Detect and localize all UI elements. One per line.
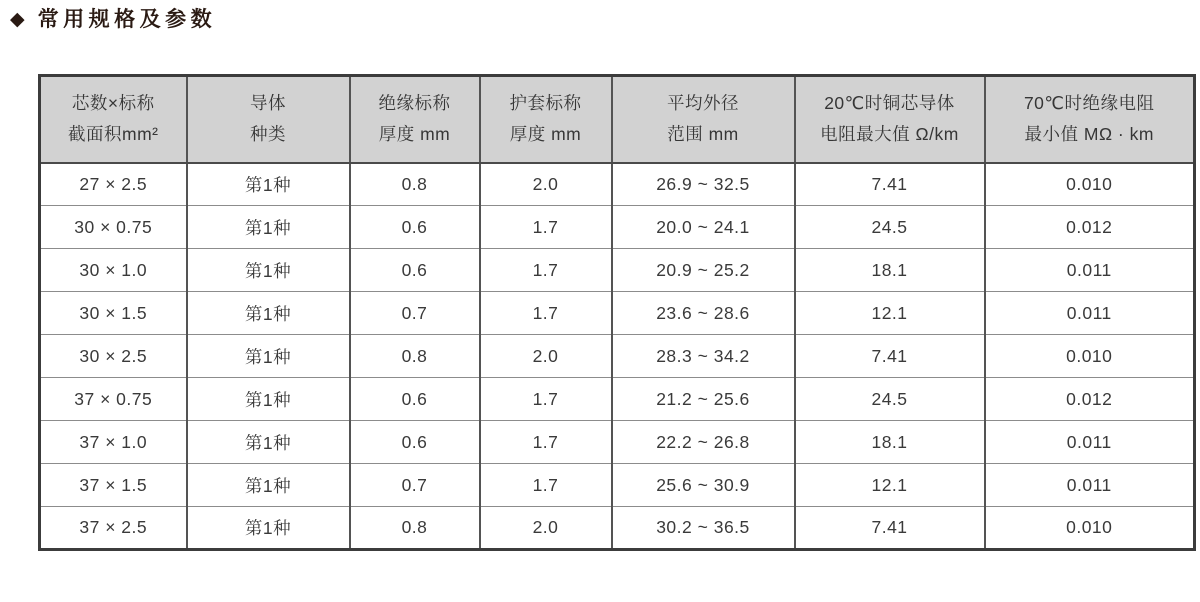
table-cell-r6-c6: 24.5 (795, 378, 985, 421)
table-cell-r8-c6: 12.1 (795, 464, 985, 507)
table-cell-r6-c3: 0.6 (350, 378, 480, 421)
column-header-4 (480, 76, 612, 163)
table-cell-r9-c1: 37 × 2.5 (40, 507, 187, 550)
table-cell-r5-c2: 第1种 (187, 335, 350, 378)
table-cell-r6-c1: 37 × 0.75 (40, 378, 187, 421)
table-cell-r2-c2: 第1种 (187, 206, 350, 249)
column-header-3-line1: 绝缘标称 (378, 93, 451, 114)
column-header-3-line2: 厚度 mm (378, 124, 451, 145)
table-cell-r9-c3: 0.8 (350, 507, 480, 550)
table-cell-r5-c3: 0.8 (350, 335, 480, 378)
table-cell-r7-c1: 37 × 1.0 (40, 421, 187, 464)
table-cell-r8-c4: 1.7 (480, 464, 612, 507)
table-cell-r1-c5: 26.9 ~ 32.5 (612, 163, 795, 206)
table-cell-r4-c2: 第1种 (187, 292, 350, 335)
table-cell-r5-c1: 30 × 2.5 (40, 335, 187, 378)
table-row (40, 249, 1195, 292)
column-header-7-line1: 70℃时绝缘电阻 (1023, 93, 1155, 114)
table-cell-r2-c5: 20.0 ~ 24.1 (612, 206, 795, 249)
table-cell-r5-c4: 2.0 (480, 335, 612, 378)
table-cell-r9-c7: 0.010 (985, 507, 1195, 550)
table-cell-r9-c2: 第1种 (187, 507, 350, 550)
table-cell-r4-c5: 23.6 ~ 28.6 (612, 292, 795, 335)
table-cell-r3-c1: 30 × 1.0 (40, 249, 187, 292)
column-header-1-line2: 截面积mm² (68, 124, 159, 145)
page-title: 常用规格及参数 (37, 8, 217, 31)
table-row (40, 206, 1195, 249)
table-cell-r2-c3: 0.6 (350, 206, 480, 249)
table-row (40, 421, 1195, 464)
spec-table-body (40, 163, 1195, 550)
table-cell-r2-c1: 30 × 0.75 (40, 206, 187, 249)
table-cell-r4-c6: 12.1 (795, 292, 985, 335)
table-cell-r7-c5: 22.2 ~ 26.8 (612, 421, 795, 464)
table-cell-r1-c7: 0.010 (985, 163, 1195, 206)
column-header-6 (795, 76, 985, 163)
table-row (40, 464, 1195, 507)
table-cell-r3-c2: 第1种 (187, 249, 350, 292)
table-cell-r5-c5: 28.3 ~ 34.2 (612, 335, 795, 378)
diamond-bullet-icon: ◆ (10, 9, 25, 30)
table-cell-r6-c2: 第1种 (187, 378, 350, 421)
section-title (10, 7, 216, 33)
table-cell-r7-c7: 0.011 (985, 421, 1195, 464)
column-header-4-line1: 护套标称 (509, 93, 582, 114)
table-cell-r8-c1: 37 × 1.5 (40, 464, 187, 507)
table-cell-r8-c2: 第1种 (187, 464, 350, 507)
table-cell-r3-c6: 18.1 (795, 249, 985, 292)
header-row (40, 76, 1195, 163)
table-cell-r4-c3: 0.7 (350, 292, 480, 335)
table-cell-r8-c3: 0.7 (350, 464, 480, 507)
table-cell-r1-c6: 7.41 (795, 163, 985, 206)
table-cell-r4-c4: 1.7 (480, 292, 612, 335)
table-row (40, 335, 1195, 378)
table-cell-r7-c2: 第1种 (187, 421, 350, 464)
table-cell-r4-c7: 0.011 (985, 292, 1195, 335)
column-header-2-line1: 导体 (250, 93, 286, 114)
column-header-7-line2: 最小值 MΩ · km (1024, 124, 1154, 145)
table-cell-r6-c4: 1.7 (480, 378, 612, 421)
table-cell-r9-c4: 2.0 (480, 507, 612, 550)
table-cell-r2-c6: 24.5 (795, 206, 985, 249)
column-header-2 (187, 76, 350, 163)
column-header-5-line1: 平均外径 (667, 93, 739, 114)
table-cell-r8-c5: 25.6 ~ 30.9 (612, 464, 795, 507)
spec-table (38, 74, 1196, 551)
table-cell-r9-c6: 7.41 (795, 507, 985, 550)
column-header-1 (40, 76, 187, 163)
table-cell-r1-c3: 0.8 (350, 163, 480, 206)
table-cell-r3-c4: 1.7 (480, 249, 612, 292)
column-header-6-line1: 20℃时铜芯导体 (824, 93, 955, 114)
table-cell-r5-c6: 7.41 (795, 335, 985, 378)
column-header-4-line2: 厚度 mm (509, 124, 582, 145)
column-header-3 (350, 76, 480, 163)
table-row (40, 507, 1195, 550)
table-cell-r1-c1: 27 × 2.5 (40, 163, 187, 206)
spec-table-header (40, 76, 1195, 163)
table-cell-r1-c4: 2.0 (480, 163, 612, 206)
column-header-5-line2: 范围 mm (667, 124, 739, 145)
table-cell-r2-c4: 1.7 (480, 206, 612, 249)
column-header-1-line1: 芯数×标称 (71, 93, 155, 114)
table-cell-r3-c7: 0.011 (985, 249, 1195, 292)
table-cell-r6-c7: 0.012 (985, 378, 1195, 421)
table-cell-r3-c5: 20.9 ~ 25.2 (612, 249, 795, 292)
table-cell-r7-c3: 0.6 (350, 421, 480, 464)
table-cell-r6-c5: 21.2 ~ 25.6 (612, 378, 795, 421)
column-header-5 (612, 76, 795, 163)
table-cell-r5-c7: 0.010 (985, 335, 1195, 378)
table-row (40, 378, 1195, 421)
table-cell-r9-c5: 30.2 ~ 36.5 (612, 507, 795, 550)
table-cell-r7-c6: 18.1 (795, 421, 985, 464)
table-cell-r8-c7: 0.011 (985, 464, 1195, 507)
table-cell-r4-c1: 30 × 1.5 (40, 292, 187, 335)
table-cell-r3-c3: 0.6 (350, 249, 480, 292)
table-cell-r1-c2: 第1种 (187, 163, 350, 206)
table-row (40, 163, 1195, 206)
table-cell-r7-c4: 1.7 (480, 421, 612, 464)
column-header-6-line2: 电阻最大值 Ω/km (820, 124, 959, 145)
column-header-7 (985, 76, 1195, 163)
table-cell-r2-c7: 0.012 (985, 206, 1195, 249)
table-row (40, 292, 1195, 335)
column-header-2-line2: 种类 (250, 124, 286, 145)
